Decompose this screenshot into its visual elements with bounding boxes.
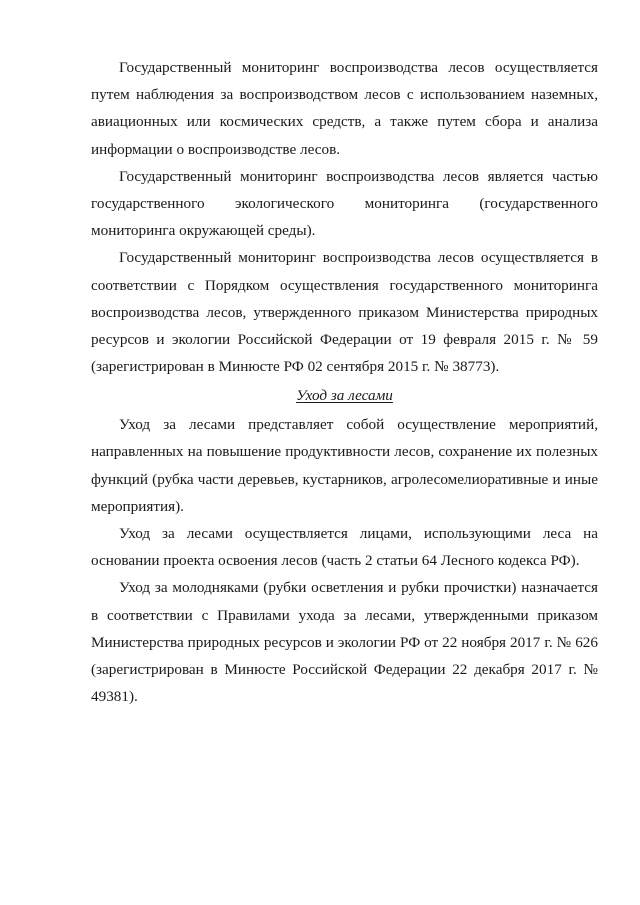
paragraph-forest-care-performers: Уход за лесами осуществляется лицами, использующими леса на основании проекта освоения лесов (часть 2 статьи 64 Лесного кодекса РФ). [91, 525, 598, 570]
section-forest-care [91, 382, 598, 710]
paragraph-monitoring-legal-basis: Государственный мониторинг воспроизводства лесов осуществляется в соответствии с Порядком осуществления государственного мониторинга воспроизводства лесов, утвержденного приказом Министерства природных ресурсов и экологии Российской Федерации от 19 февраля 2015 г. № 59 (зарегистрирован в Минюсте РФ 02 сентября 2015 г. № 38773). [91, 249, 598, 376]
paragraph-forest-care-definition: Уход за лесами представляет собой осуществление мероприятий, направленных на повышение продуктивности лесов, сохранение их полезных функций (рубка части деревьев, кустарников, агролесомелиоративные и иные мероприятия). [91, 416, 598, 515]
paragraph-monitoring-part-of-ecological: Государственный мониторинг воспроизводства лесов является частью государственного экологического мониторинга (государственного мониторинга окружающей среды). [91, 167, 598, 240]
section-monitoring [91, 54, 598, 380]
section-heading-forest-care: Уход за лесами [296, 387, 393, 404]
paragraph-young-stand-care: Уход за молодняками (рубки осветления и рубки прочистки) назначается в соответствии с Правилами ухода за лесами, утвержденными приказом Министерства природных ресурсов и экологии РФ от 22 ноября 2017 г. № 626 (зарегистрирован в Минюсте Российской Федерации 22 декабря 2017 г. № 49381). [91, 579, 598, 706]
paragraph-monitoring-methods: Государственный мониторинг воспроизводства лесов осуществляется путем наблюдения за воспроизводством лесов с использованием наземных, авиационных или космических средств, а также путем сбора и анализа информации о воспроизводстве лесов. [91, 59, 598, 158]
